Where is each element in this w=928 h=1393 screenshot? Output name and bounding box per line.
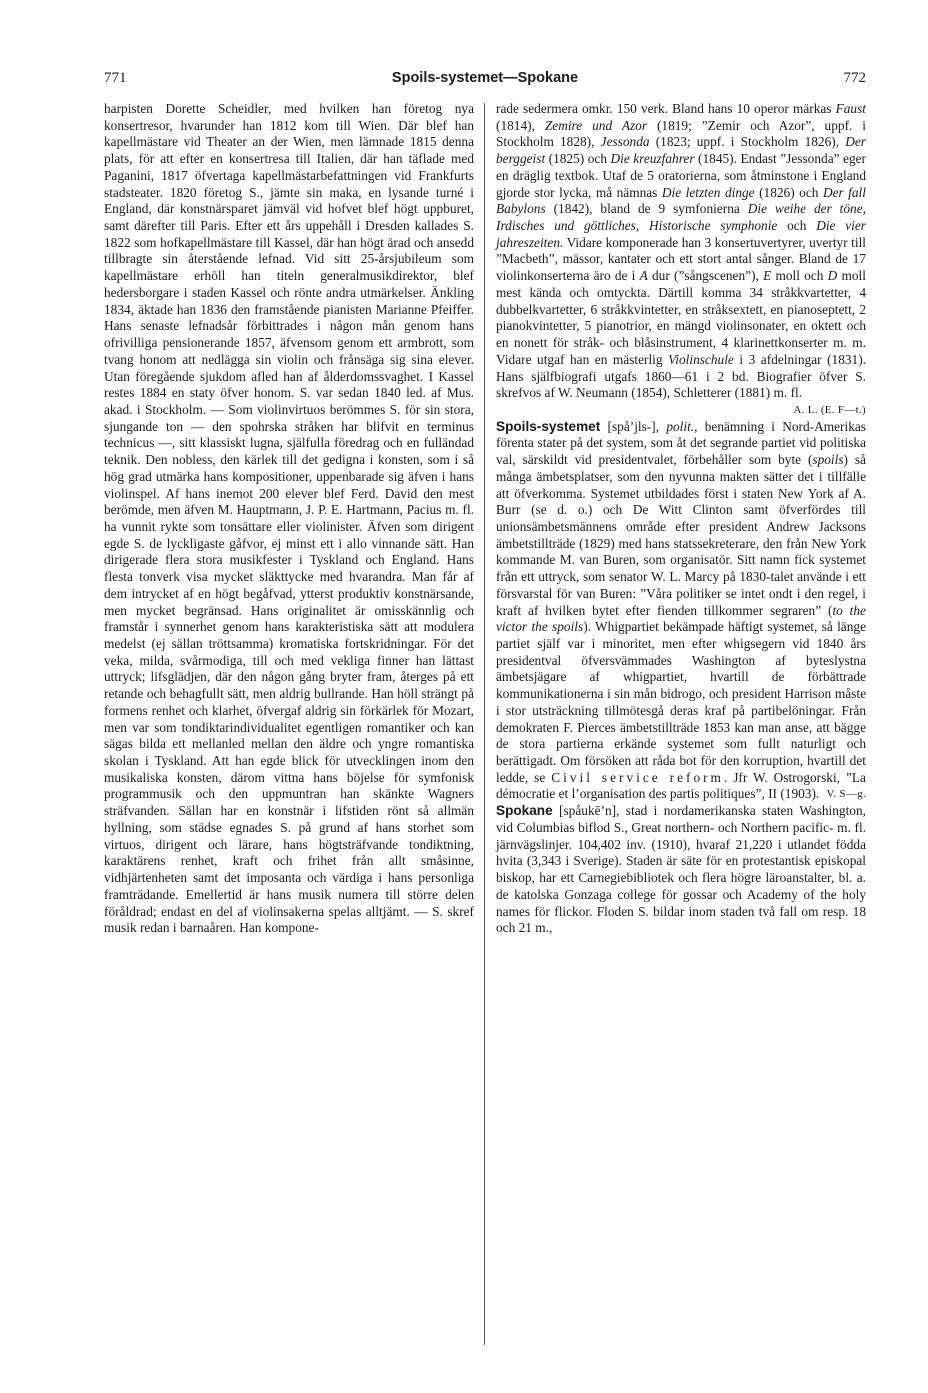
text-run: moll mest kända och omtyckta. Därtill komma 34 stråkkvartetter, 4 dubbelkvartetter, 6 stråkkvintetter, en stråksextett, en pianoseptett, 2 pianokvintetter, 5 pianotrior, en mängd violinsonater, en oktett och en nonett för stråk- och blåsinstrument, 4 klarinettkonserter m. m. Vidare utgaf han en mästerlig [496, 268, 866, 367]
text-run: rade sedermera omkr. 150 verk. Bland hans 10 operor märkas [496, 101, 836, 116]
work-title: Der berggeist [496, 134, 866, 167]
work-title: Zemire und Azor [544, 117, 648, 133]
page-header [104, 70, 866, 92]
work-title: Die kreuzfahrer [610, 151, 695, 167]
spohr-article-text: harpisten Dorette Scheidler, med hvilken han företog nya konsertresor, hvarunder han 1812 kom till Wien. Där blef han kapellmästare vid Theater an der Wien, men lämnade 1815 denna plats, för att efter en konsertresa till Italien, där han täflade med Paganini, 1817 öfvertaga kapellmästarbefattningen vid Frankfurts stadsteater. 1820 företog S., jämte sin maka, en lysande turné i England, där konstnärsparet jämväl vid hofvet blef högt uppburet, samt därefter till Paris. Efter ett års uppehåll i Dresden kallades S. 1822 som hofkapellmästare till Kassel, där han högt ärad och ansedd tillbragte sin återstående lefnad. Vid sitt 25-årsjubileum som kapellmästare erhöll han titeln generalmusikdirektor, blef hedersborgare i staden Kassel och rönte andra utmärkelser. Änkling 1834, äktade han 1836 den framstående pianisten Marianne Pfeiffer. Hans senaste lefnadsår förbittrades i någon mån genom hans ofrivilliga pensionerande 1857, äfvensom genom ett armbrott, som tvang honom att nedlägga sin violin och frånsäga sig sina elever. Utan föregående sjukdom afled han af ålderdomssvaghet. I Kassel restes 1884 en staty öfver honom. S. var sedan 1840 led. af Mus. akad. i Stockholm. — Som violinvirtuos berömmes S. för sin stora, sjungande ton — den spohrska stråken har blifvit en terminus technicus —, sitt klassiskt lugna, själfulla föredrag och en fulländad teknik. Den nobless, den kärlek till det gedigna i konsten, som i så hög grad utmärka hans kompositioner, uppenbarade sig äfven i hans violinspel. Af hans inemot 200 elever blef Ferd. David den mest berömde, men äfven M. Hauptmann, J. P. E. Hartmann, Pacius m. fl. ha vunnit rykte som tonsättare eller violinister. Äfven som dirigent egde S. de lyckligaste gåfvor, ej minst ett i allo vinnande sätt. Han dirigerade flera stora musikfester i Tyskland och England. Hans flesta tonverk visa mycket släkttycke med hvarandra. Man får af dem intrycket af en högt begåfvad, ytterst produktiv konstnärsande, men mycket begränsad. Hans originalitet är omisskännlig och framstår i synnerhet genom hans karakteristiska sätt att modulera medelst (ej sällan tröttsamma) kromatiska fortskridningar. För det veka, milda, svårmodiga, till och med vekliga finner han lättast uttryck; lifsglädjen, där den någon gång bryter fram, återges på ett retande och behagfullt sätt, men aldrig bullrande. Han höll strängt på formens renhet och klarhet, öfvergaf aldrig sin förkärlek för Mozart, men var som tondiktarindividualitet egentligen romantiker och kan sägas bilda ett mellanled mellan den äldre och yngre romantiska skolan i Tyskland. Att han egde blick för utvecklingen inom den musikaliska konsten, därom vittna hans böjelse för symfonisk programmusik och den uppmuntran han skänkte Wagners sträfvanden. Sällan har en konstnär i lifstiden rönt så allmän hyllning, som städse egnades S. på grund af hans storhet som virtuos, dirigent och lärare, hans högtsträfvande tondiktning, karaktärens renhet, kraft och frihet från allt småsinne, vidhjärtenheten samt det imposanta och värdiga i hans personliga framträdande. Emellertid är hans musik numera till större delen föråldrad; endast en del af violinsakerna spelas alltjämt. — S. skref musik redan i barnaåren. Han kompone- [104, 101, 474, 936]
left-column [104, 101, 474, 937]
work-title: Die vier jahreszeiten. [496, 218, 866, 250]
text-run: (1823; uppf. i Stockholm 1826), [649, 134, 846, 150]
text-run: [spåukēʼn], stad i nordamerikanska staten Washington, vid Columbias biflod S., Great northern- och Northern pacific- m. fl. järnvägslinjer. 104,402 inv. (1910), hvaraf 21,220 i utlandet födda hvita (3,343 i Sverige). Staden är säte för en protestantisk episkopal biskop, har ett Carnegiebibliotek och flera högre läroanstalter, bl. a. de katolska Gonzaga college för gossar och Academy of the holy names för flickor. Floden S. bildar inom staden två fall om resp. 18 och 21 m., [496, 803, 866, 936]
text-run: (1842), bland de 9 symfonierna [545, 201, 748, 217]
cross-reference: Civil service reform [551, 769, 724, 785]
text-run: i 3 afdelningar (1831). Hans själfbiografi utgafs 1860—61 i 2 bd. Biografier öfver S. skrefvos af W. Neumann (1854), Schletterer (1881) m. fl. [496, 351, 867, 401]
text-run: Vidare komponerade han 3 konsertuvertyrer, uvertyr till ”Macbeth”, mässor, kantater och ett stort antal sånger. Bland de 17 violinkonserterna äro de i [496, 234, 866, 284]
text-run: moll och [771, 268, 828, 284]
work-title: Violinschule [668, 351, 734, 367]
text-run: (1814), [496, 117, 545, 133]
author-signature: A. L. (E. F—t.) [793, 403, 866, 416]
text-run: ) så många ämbetsplatser, som den nyvunna makten sätter det i tillfälle att öfverkomma. Systemet utbildades först i staten New York af A. Burr (se d. o.) och De Witt Clinton samt öfverfördes till unionsämbetsmännens område efter president Andrew Jacksons ämbetstillträde (1829) med hans statssekreterare, den från New York kommande M. van Buren, som organisatör. Sitt namn fick systemet från ett uttryck, som senator W. L. Marcy på 1830-talet använde i ett försvarstal för van Buren: ”Våra politiker se intet ondt i den regel, i kraft af hvilken bytet efter fienden tillkommer segraren” ( [496, 452, 866, 618]
key-letter: D [827, 268, 838, 284]
text-run: , benämning i Nord-Amerikas förenta stater på det system, som åt det segrande partiet vid politiska val, särskildt vid presidentvalet, förbehåller som byte ( [496, 418, 866, 468]
key-letter: E [763, 268, 772, 284]
work-title: Faust [835, 101, 866, 116]
italic-term: spoils [812, 452, 844, 468]
column-divider [484, 103, 485, 1345]
text-run: (1826) och [754, 184, 823, 200]
subject-abbr: polit. [666, 418, 695, 434]
headword: Spokane [496, 803, 553, 819]
key-letter: A [639, 268, 648, 284]
spokane-article [496, 803, 866, 937]
page-number-right: 772 [843, 70, 866, 86]
headword: Spoils-systemet [496, 418, 601, 434]
author-signature: V. S—g. [826, 788, 866, 801]
text-run: [spå’jls-], [600, 418, 667, 434]
text-run: (1819; ”Zemir och Azor”, uppf. i Stockholm 1828), [496, 117, 866, 150]
work-title: Jessonda [600, 134, 650, 150]
text-run: och [777, 218, 817, 234]
text-run: (1845). Endast ”Jessonda” eger en dräglig textbok. Utaf de 5 oratorierna, som åtminstone i England gjorde stor lycka, må nämnas [496, 151, 866, 200]
work-title: Die weihe der töne, Irdisches und göttliches, Historische symphonie [496, 201, 866, 234]
spoils-systemet-article [496, 419, 866, 804]
work-title: Der fall Babylons [496, 184, 866, 217]
page-number-left: 771 [104, 70, 127, 86]
spohr-article-continuation [496, 101, 866, 402]
text-run: (1825) och [545, 151, 611, 167]
text-run: . Jfr W. Ostrogorski, ”La démocratie et l’organisation des partis politiques”, II (1903). [496, 769, 866, 802]
running-title: Spoils-systemet—Spokane [391, 70, 579, 86]
text-run: ). Whigpartiet bekämpade häftigt systemet, så länge partiet själf var i minoritet, men efter whigsegern vid 1840 års presidentval öfversvämmades Washington af byteslystna ämbetsjägare af whigpartiet, hvartill de förbättrade kommunikationerna i sin mån bidrogo, och president Harrison måste i stor utsträckning tillmötesgå deras kraf på partibelöningar. Från demokraten F. Pierces ämbetstillträde 1853 kan man anse, att bägge de stora partierna erkände systemet som fullt naturligt och berättigadt. Om försöken att råda bot för den korruption, hvartill det ledde, se [496, 619, 866, 785]
work-title: Die letzten dinge [661, 184, 755, 200]
text-run: dur (”sångscenen”), [647, 268, 764, 284]
italic-quote: to the victor the spoils [496, 602, 866, 635]
right-column [496, 101, 866, 937]
